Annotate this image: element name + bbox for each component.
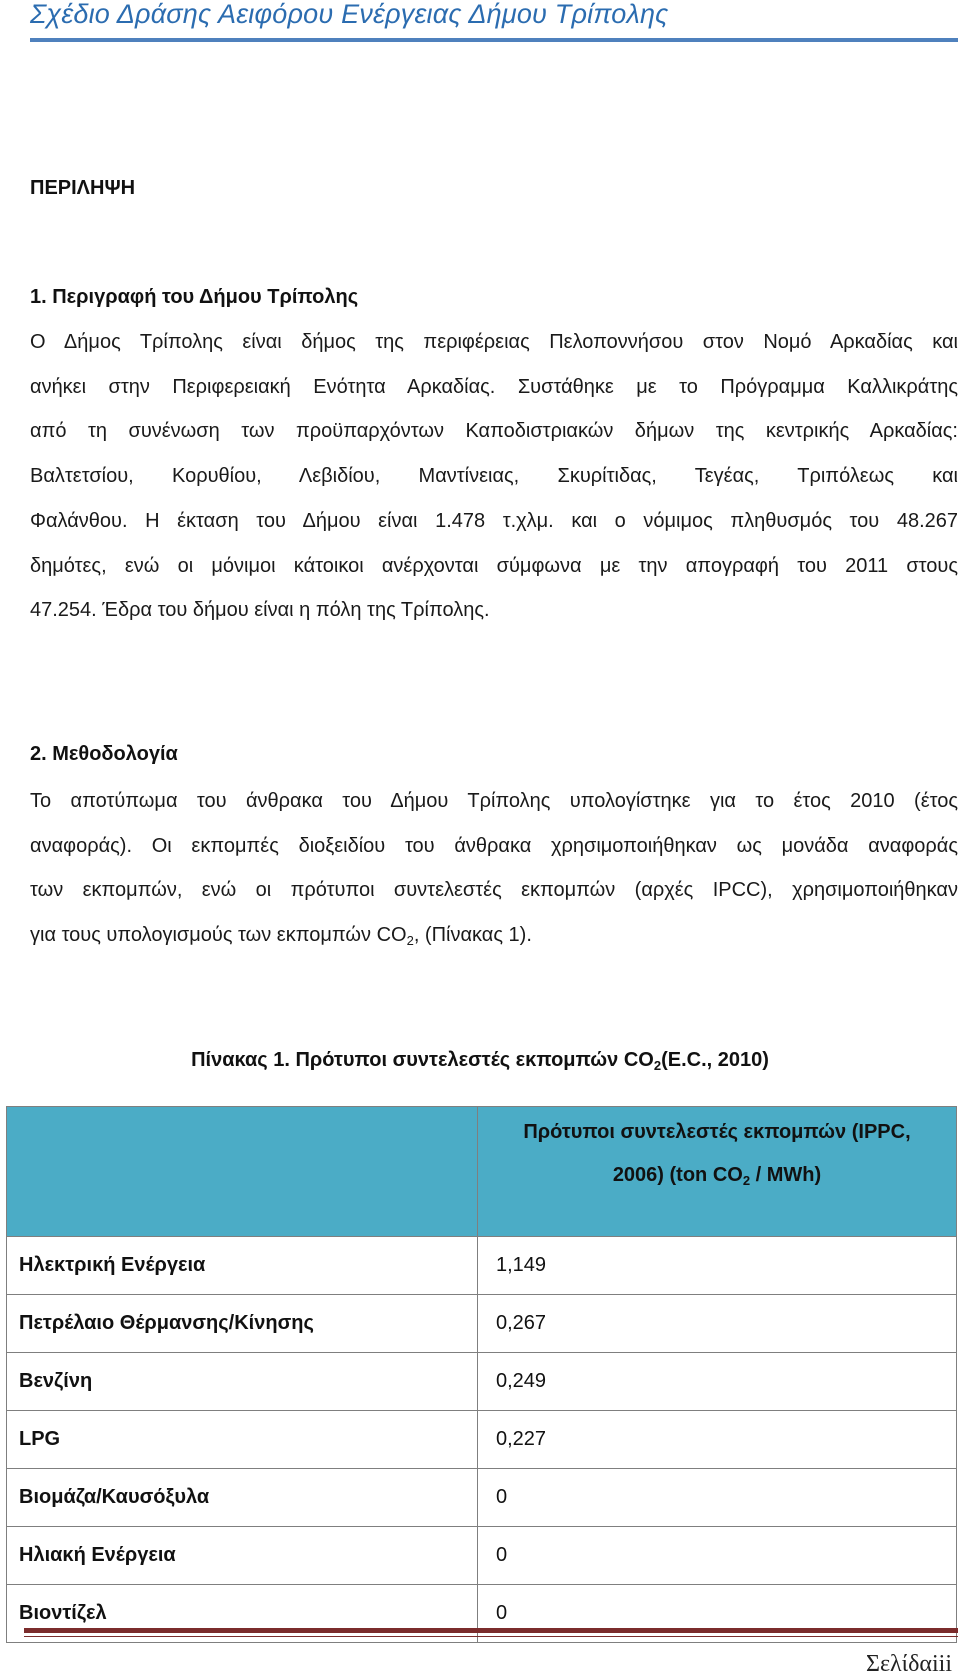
row-value: 0,249 xyxy=(478,1353,957,1411)
document-header-title: Σχέδιο Δράσης Αειφόρου Ενέργειας Δήμου Τρίπολης xyxy=(30,0,669,29)
caption-text: (E.C., 2010) xyxy=(661,1049,769,1071)
subscript: 2 xyxy=(406,933,414,949)
section-1-heading: 1. Περιγραφή του Δήμου Τρίπολης xyxy=(30,286,359,308)
row-value: 0,267 xyxy=(478,1295,957,1353)
table-row xyxy=(7,1527,957,1585)
row-label: Βιομάζα/Καυσόξυλα xyxy=(7,1469,478,1527)
table-row xyxy=(7,1353,957,1411)
paragraph-text: , (Πίνακας 1). xyxy=(413,924,532,947)
paragraph-text: για τους υπολογισμούς των εκπομπών CO xyxy=(30,924,407,947)
row-value: 0 xyxy=(478,1469,957,1527)
row-label: Ηλεκτρική Ενέργεια xyxy=(7,1237,478,1295)
paragraph-line: Ο Δήμος Τρίπολης είναι δήμος της περιφέρειας Πελοποννήσου στον Νομό Αρκαδίας και xyxy=(30,331,958,353)
table-header-text-part: 2006) (ton CO xyxy=(612,1164,743,1186)
caption-text: Πίνακας 1. Πρότυποι συντελεστές εκπομπών CO xyxy=(191,1049,654,1071)
row-value: 1,149 xyxy=(478,1237,957,1295)
subscript: 2 xyxy=(653,1058,662,1073)
table-header-line xyxy=(490,1154,944,1197)
table-header-text-part: / MWh) xyxy=(750,1164,822,1186)
table-header-text xyxy=(478,1107,956,1197)
paragraph-line: ανήκει στην Περιφερειακή Ενότητα Αρκαδίας. Συστάθηκε με το Πρόγραμμα Καλλικράτης xyxy=(30,375,958,398)
row-value: 0 xyxy=(478,1527,957,1585)
paragraph-line: Φαλάνθου. Η έκταση του Δήμου είναι 1.478 τ.χλμ. και ο νόμιμος πληθυσμός του 48.267 xyxy=(30,509,958,532)
document-header xyxy=(30,0,958,44)
paragraph-line: δημότες, ενώ οι μόνιμοι κάτοικοι ανέρχονται σύμφωνα με την απογραφή του 2011 στους xyxy=(30,554,958,577)
subscript: 2 xyxy=(742,1173,751,1188)
table-caption xyxy=(0,1049,960,1072)
table-row xyxy=(7,1469,957,1527)
table-header-empty-cell xyxy=(7,1107,478,1237)
section-1-paragraph xyxy=(30,320,958,633)
table-row xyxy=(7,1237,957,1295)
table-header-line: Πρότυποι συντελεστές εκπομπών (IPPC, xyxy=(523,1121,911,1143)
row-label: Βιοντίζελ xyxy=(7,1585,478,1643)
table-header-cell xyxy=(478,1107,957,1237)
paragraph-line xyxy=(30,913,958,958)
emission-factors-table xyxy=(6,1106,957,1643)
paragraph-line: των εκπομπών, ενώ οι πρότυποι συντελεστές εκπομπών (αρχές IPCC), χρησιμοποιήθηκαν xyxy=(30,879,958,902)
page-number: Σελίδαiii xyxy=(865,1651,952,1677)
paragraph-line: Βαλτετσίου, Κορυθίου, Λεβιδίου, Μαντίνειας, Σκυρίτιδας, Τεγέας, Τριπόλεως και xyxy=(30,465,958,488)
row-value: 0 xyxy=(478,1585,957,1643)
row-label: LPG xyxy=(7,1411,478,1469)
paragraph-line: αναφοράς). Οι εκπομπές διοξειδίου του άνθρακα χρησιμοποιήθηκαν ως μονάδα αναφοράς xyxy=(30,834,958,857)
footer-divider xyxy=(24,1628,958,1633)
paragraph-line: από τη συνένωση των προϋπαρχόντων Καποδιστριακών δήμων της κεντρικής Αρκαδίας: xyxy=(30,420,958,443)
table-row xyxy=(7,1585,957,1643)
section-2-paragraph xyxy=(30,779,958,958)
row-label: Βενζίνη xyxy=(7,1353,478,1411)
row-label: Ηλιακή Ενέργεια xyxy=(7,1527,478,1585)
table-row xyxy=(7,1411,957,1469)
summary-heading: ΠΕΡΙΛΗΨΗ xyxy=(30,177,136,199)
paragraph-line: Το αποτύπωμα του άνθρακα του Δήμου Τρίπολης υπολογίστηκε για το έτος 2010 (έτος xyxy=(30,790,958,812)
table-header-row xyxy=(7,1107,957,1237)
row-value: 0,227 xyxy=(478,1411,957,1469)
paragraph-line: 47.254. Έδρα του δήμου είναι η πόλη της Τρίπολης. xyxy=(30,599,490,622)
section-2-heading: 2. Μεθοδολογία xyxy=(30,743,178,765)
header-divider xyxy=(30,38,958,42)
table-row xyxy=(7,1295,957,1353)
footer-divider-thin xyxy=(24,1636,958,1637)
row-label: Πετρέλαιο Θέρμανσης/Κίνησης xyxy=(7,1295,478,1353)
